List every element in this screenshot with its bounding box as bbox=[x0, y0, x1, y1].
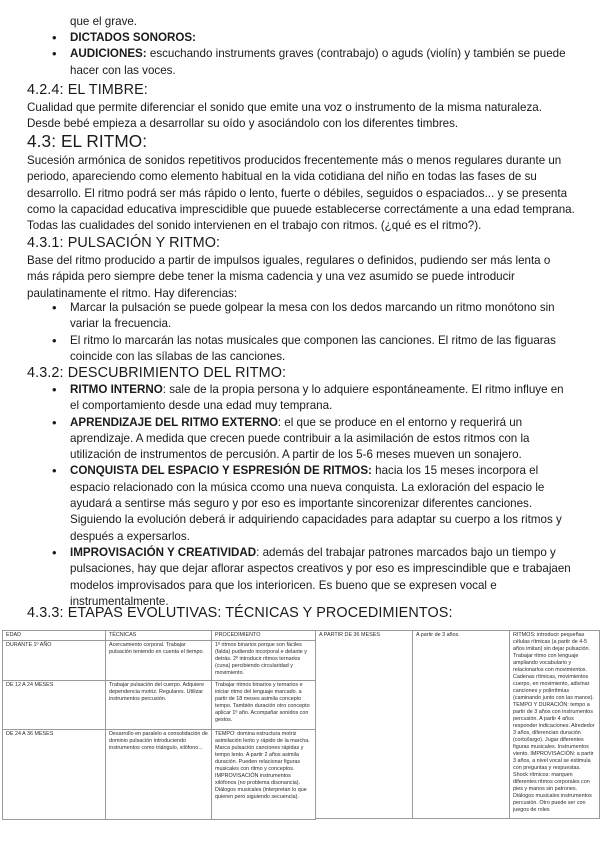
table-row bbox=[3, 641, 316, 681]
heading-etapas: 4.3.3: ETAPAS EVOLUTIVAS: TÉCNICAS Y PROCEDIMIENTOS: bbox=[27, 605, 453, 621]
table-cell: DE 24 A 36 MESES bbox=[3, 730, 106, 820]
item-lead: IMPROVISACIÓN Y CREATIVIDAD bbox=[70, 545, 257, 559]
list-item bbox=[0, 30, 575, 46]
pulsacion-body: Base del ritmo producido a partir de impulsos iguales, regulares o definidos, pudiendo ser más lenta o más rápida pero siempre debe tener la misma cadencia y una vez asumido se puede introducir paulatinamente el ritmo. Hay diferencias: bbox=[27, 254, 551, 300]
item-text: : además del trabajar patrones marcados bajo un tiempo y pulsaciones, hay que dejar aflorar aspectos creativos y por eso es imprescindible que e trabajaen modelos improvisados para que los interioricen. Es bueno que se expresen vocal e instrumentalmente. bbox=[70, 545, 571, 608]
list-item bbox=[0, 415, 575, 464]
list-item bbox=[0, 46, 575, 79]
heading-pulsacion: 4.3.1: PULSACIÓN Y RITMO: bbox=[27, 235, 221, 251]
item-lead: RITMO INTERNO bbox=[70, 383, 163, 396]
item-lead: AUDICIONES: bbox=[70, 47, 147, 61]
list-item bbox=[0, 382, 575, 415]
table-cell: 1º ritmos binarios porque son fáciles (falda) pudiendo incorporal e delante y detrás. 2º introducir ritmos ternarios (cuna) percibiendo circularidad y movimiento. bbox=[212, 641, 316, 681]
table-cell: Trabajar ritmos binarios y ternarios e iniciar ritmo del lenguaje marcado. a partir de 18 meses asimila concepto tempo. También duración otro concepto aplicar 1º año. Acompañar sonidos con gestos. bbox=[212, 681, 316, 730]
table-cell: Desarrollo en paralelo a consolidación de dominio pulsación introduciendo instrumentos como triángulo, xilófono... bbox=[106, 730, 212, 820]
list-item: • Marcar la pulsación se puede golpear la mesa con los dedos marcando un ritmo monótono sin variar la frecuencia. bbox=[0, 300, 575, 333]
item-text: : el que se produce en el entorno y requerirá un aprendizaje. A medida que crecen puede contribuir a la asimilación de estos ritmos con la utilización de instrumentos de percusión. A partir de los 5-6 meses mueven un sonajero. bbox=[70, 415, 530, 462]
table-header-cell: EDAD bbox=[3, 631, 106, 641]
heading-ritmo: 4.3: EL RITMO: bbox=[27, 131, 148, 151]
descubrimiento-list bbox=[0, 382, 575, 610]
list-item: • El ritmo lo marcarán las notas musicales que componen las canciones. El ritmo de las figuaras coincide con las sílabas de las canciones. bbox=[0, 333, 575, 366]
list-item bbox=[0, 463, 575, 544]
heading-timbre: 4.2.4: EL TIMBRE: bbox=[27, 82, 148, 98]
table-cell: TEMPO: domina estructura motriz asimilación lento y rápido de la marcha. Marca pulsación canciones rápidas y tempo lento. A partir 2 años asimila duración. Pueden relacionar figuras musicales con ritmo y conceptos. IMPROVISACIÓN instrumentos xilófonos (no problema disonancia). Diálogos musicales (interpretan lo que quieren pero siguiendo secuencia). bbox=[212, 730, 316, 820]
ritmo-body: Sucesión armónica de sonidos repetitivos producidos frecentemente más o menos regulares durante un periodo, apareciendo como elemento habitual en la vida cotidiana del niño en todas las fases de su desarrollo. El ritmo podrá ser más rápido o lento, fuerte o débiles, seguidos o espaciados... y se presenta como la capacidad educativa imprescidible que puuede establecerse correctámente a una edad temprana. Todas las cualidades del sonido intervienen en el trabajo con ritmos. (¿qué es el ritmo?). bbox=[27, 154, 575, 233]
table-cell: Trabajar pulsación del cuerpo. Adquiere dependencia motriz. Regulares. Utilizar instrumentos percusión. bbox=[106, 681, 212, 730]
item-lead: CONQUISTA DEL ESPACIO Y ESPRESIÓN DE RITMOS: bbox=[70, 464, 372, 478]
etapas-table-continued bbox=[315, 630, 600, 819]
continuation-text: que el grave. bbox=[70, 15, 138, 28]
table-cell: DE 12 A 24 MESES bbox=[3, 681, 106, 730]
table-row bbox=[3, 681, 316, 730]
table-cell: DURANTE 1º AÑO bbox=[3, 641, 106, 681]
table-header-cell: PROCEDIMIENTO bbox=[212, 631, 316, 641]
pulsacion-list bbox=[0, 300, 575, 365]
item-text: escuchando instruments graves (contrabajo) o aguds (violín) y también se puede hacer con las voces. bbox=[70, 47, 566, 77]
table-row bbox=[3, 730, 316, 820]
item-lead: DICTADOS SONOROS: bbox=[70, 31, 197, 44]
table-cell: A PARTIR DE 36 MESES bbox=[316, 631, 413, 819]
item-text: hacia los 15 meses incorpora el espacio relacionado con la música ccomo una nueva conquista. La exloración del espacio le ayudará a sentirse más seguro y por eso es importante sincorenizar diferentes canciones. Siguiendo la evolución deberá ir adquiriendo capacidades para adaptar su cuerpo a los ritmos y después a expersarlos. bbox=[70, 464, 562, 543]
list-item bbox=[0, 545, 575, 610]
table-cell: A partir de 3 años. bbox=[413, 631, 510, 819]
item-lead: APRENDIZAJE DEL RITMO EXTERNO bbox=[70, 415, 278, 429]
timbre-body: Cualidad que permite diferenciar el sonido que emite una voz o instrumento de la misma naturaleza. Desde bebé empieza a desarrollar su oído y asociándolo con los diferentes timbres. bbox=[27, 101, 542, 131]
item-text: : sale de la propia persona y lo adquiere espontáneamente. El ritmo influye en el comportamiento desde una edad muy temprana. bbox=[70, 383, 564, 413]
table-cell: Acercamiento corporal. Trabajar pulsación teniendo en cuenta el tiempo. bbox=[106, 641, 212, 681]
top-bullet-list bbox=[0, 30, 575, 79]
table-header-row bbox=[3, 631, 316, 641]
table-row bbox=[316, 631, 600, 819]
heading-descubrimiento: 4.3.2: DESCUBRIMIENTO DEL RITMO: bbox=[27, 365, 287, 381]
etapas-table bbox=[2, 630, 316, 820]
table-cell: RITMOS: introducir pequeñas células rítmicas (a partir de 4-5 años imitan) sin dejar pulsación. Trabajar ritmo con lenguaje ampliando vocabulario y relacionarlos con movimientos. Cadenas rítmicas, movimientos cuerpo, en movimiento, adivinar canciones y polirritmias (caminando junto con las manos). TEMPO Y DURACIÓN: tempo a partir de 3 años con instrumentos percusión. A partir 4 años responder indicaciones. Alrededor 3 años, diferencian duración (corto/largo). Jugar diferentes figuras musicales. Instrumentos viento. IMPROVISACIÓN: a partir 3 años, a nivel vocal se estimula con preguntas y respuestas. Shock rítmicos: marquen diferentes ritmos corporales con pies y manos sin patrones. Diálogos musicales instrumentos percusión. Otro puede ser con juegos de roles bbox=[510, 631, 600, 819]
table-header-cell: TÉCNICAS bbox=[106, 631, 212, 641]
